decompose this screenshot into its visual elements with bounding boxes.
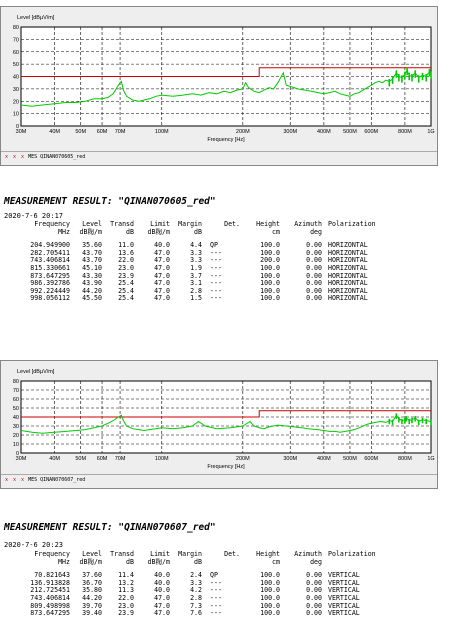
column-header: Det. bbox=[224, 220, 240, 228]
table-cell: 100.0 bbox=[260, 571, 280, 580]
table-cell: 11.3 bbox=[118, 586, 134, 595]
chart-legend-1 bbox=[1, 151, 437, 165]
table-cell: 100.0 bbox=[260, 241, 280, 250]
table-cell: HORIZONTAL bbox=[328, 263, 368, 272]
x-tick-label: 1G bbox=[427, 456, 435, 462]
table-cell: 100.0 bbox=[260, 586, 280, 595]
chart-legend-2 bbox=[1, 474, 437, 489]
x-tick-label: 800M bbox=[398, 456, 412, 462]
column-header: Det. bbox=[224, 550, 240, 558]
x-tick-label: 400M bbox=[316, 129, 331, 135]
column-unit: deg bbox=[310, 227, 322, 236]
table-cell: 35.60 bbox=[82, 241, 102, 250]
column-header: Azimuth bbox=[294, 550, 322, 558]
column-unit: dB bbox=[126, 227, 134, 236]
table-cell: 200.0 bbox=[260, 256, 280, 265]
table-cell: 4.4 bbox=[190, 241, 202, 250]
table-units-row bbox=[2, 229, 398, 237]
table-cell: 39.70 bbox=[82, 601, 102, 610]
table-cell: 70.821643 bbox=[34, 571, 70, 580]
x-tick-label: 600M bbox=[364, 456, 379, 462]
column-unit: MHz bbox=[58, 227, 70, 236]
y-tick-label: 80 bbox=[12, 379, 19, 385]
column-header: Level bbox=[82, 220, 102, 228]
table-cell: 1.5 bbox=[190, 294, 202, 303]
x-tick-label: 70M bbox=[114, 129, 126, 135]
measurement-table-2 bbox=[2, 551, 398, 618]
emission-chart-2 bbox=[1, 361, 439, 476]
y-tick-label: 0 bbox=[15, 451, 19, 457]
legend-label-1: MES QINAN070605_red bbox=[28, 154, 86, 160]
table-cell: 100.0 bbox=[260, 294, 280, 303]
x-tick-label: 60M bbox=[96, 129, 108, 135]
x-tick-label: 300M bbox=[283, 456, 298, 462]
chart-panel-2 bbox=[0, 360, 438, 489]
table-cell: 873.647295 bbox=[30, 271, 70, 280]
column-unit: dB粷/m bbox=[147, 227, 170, 236]
measurement-table-1 bbox=[2, 221, 398, 303]
y-axis-label: Level [dBµV/m] bbox=[17, 15, 55, 21]
table-cell: 11.0 bbox=[118, 241, 134, 250]
table-cell: VERTICAL bbox=[328, 593, 360, 602]
table-cell: 45.10 bbox=[82, 263, 102, 272]
table-cell: 100.0 bbox=[260, 578, 280, 587]
x-tick-label: 50M bbox=[75, 456, 87, 462]
y-tick-label: 40 bbox=[12, 74, 19, 81]
table-cell: 0.00 bbox=[306, 279, 322, 288]
table-cell: 23.9 bbox=[118, 609, 134, 618]
table-cell: --- bbox=[210, 609, 222, 618]
y-tick-label: 10 bbox=[12, 442, 19, 448]
table-cell: 282.705411 bbox=[30, 248, 70, 257]
table-cell: --- bbox=[210, 279, 222, 288]
x-tick-label: 100M bbox=[154, 456, 169, 462]
table-row bbox=[2, 295, 398, 303]
legend-label-2: MES QINAN070607_red bbox=[28, 477, 86, 483]
table-cell: 0.00 bbox=[306, 263, 322, 272]
table-cell: 136.913828 bbox=[30, 578, 70, 587]
column-header: Height bbox=[256, 550, 280, 558]
table-cell: 43.70 bbox=[82, 248, 102, 257]
table-cell: --- bbox=[210, 271, 222, 280]
table-cell: 13.6 bbox=[118, 248, 134, 257]
column-header: Frequency bbox=[34, 550, 70, 558]
x-tick-label: 60M bbox=[96, 456, 108, 462]
x-tick-label: 200M bbox=[235, 129, 250, 135]
column-header: Polarization bbox=[328, 220, 376, 228]
column-unit: cm bbox=[272, 227, 280, 236]
table-cell: 25.4 bbox=[118, 294, 134, 303]
column-header: Frequency bbox=[34, 220, 70, 228]
table-cell: VERTICAL bbox=[328, 571, 360, 580]
table-cell: HORIZONTAL bbox=[328, 279, 368, 288]
table-cell: --- bbox=[210, 593, 222, 602]
column-unit: dB粷/m bbox=[79, 557, 102, 566]
table-cell: 204.949900 bbox=[30, 241, 70, 250]
table-cell: 986.392786 bbox=[30, 279, 70, 288]
table-cell: 0.00 bbox=[306, 271, 322, 280]
x-axis-label: Frequency [Hz] bbox=[207, 137, 245, 143]
column-unit bbox=[202, 229, 240, 237]
table-cell: 0.00 bbox=[306, 294, 322, 303]
y-tick-label: 0 bbox=[15, 124, 19, 130]
column-unit: dB粷/m bbox=[147, 557, 170, 566]
x-tick-label: 1G bbox=[427, 129, 435, 135]
column-unit bbox=[322, 229, 398, 237]
column-unit bbox=[322, 559, 398, 567]
legend-marker-2: x x x bbox=[5, 477, 26, 483]
table-cell: 0.00 bbox=[306, 286, 322, 295]
table-cell: 47.0 bbox=[154, 609, 170, 618]
column-header: Azimuth bbox=[294, 220, 322, 228]
table-row bbox=[2, 610, 398, 618]
table-cell: 47.0 bbox=[154, 263, 170, 272]
x-tick-label: 30M bbox=[15, 456, 27, 462]
column-header: Limit bbox=[150, 550, 170, 558]
column-header: Level bbox=[82, 550, 102, 558]
table-cell: 47.0 bbox=[154, 601, 170, 610]
column-unit: dB bbox=[194, 557, 202, 566]
table-cell: 743.406814 bbox=[30, 593, 70, 602]
column-unit bbox=[202, 559, 240, 567]
table-cell: 23.9 bbox=[118, 271, 134, 280]
table-units-row bbox=[2, 559, 398, 567]
table-cell: 47.0 bbox=[154, 256, 170, 265]
table-cell: QP bbox=[210, 241, 218, 250]
y-tick-label: 10 bbox=[12, 111, 19, 118]
y-tick-label: 40 bbox=[12, 415, 19, 421]
x-tick-label: 300M bbox=[283, 129, 298, 135]
table-cell: 100.0 bbox=[260, 609, 280, 618]
x-tick-label: 40M bbox=[49, 129, 60, 135]
column-header: Transd bbox=[110, 220, 134, 228]
table-cell: --- bbox=[210, 286, 222, 295]
x-tick-label: 400M bbox=[316, 456, 331, 462]
table-cell: HORIZONTAL bbox=[328, 248, 368, 257]
table-cell: 44.20 bbox=[82, 593, 102, 602]
x-tick-label: 50M bbox=[75, 129, 87, 135]
table-cell: 992.224449 bbox=[30, 286, 70, 295]
table-cell: 47.0 bbox=[154, 294, 170, 303]
table-cell: 100.0 bbox=[260, 601, 280, 610]
x-axis-label: Frequency [Hz] bbox=[207, 464, 245, 470]
measurement-title-1: MEASUREMENT RESULT: "QINAN070605_red" bbox=[4, 196, 216, 207]
measurement-title-2: MEASUREMENT RESULT: "QINAN070607_red" bbox=[4, 522, 216, 533]
legend-marker-1: x x x bbox=[5, 154, 26, 160]
column-unit: dB bbox=[126, 557, 134, 566]
column-header: Margin bbox=[178, 220, 202, 228]
table-cell: 35.80 bbox=[82, 586, 102, 595]
table-cell: VERTICAL bbox=[328, 601, 360, 610]
table-cell: 2.4 bbox=[190, 571, 202, 580]
table-cell: QP bbox=[210, 571, 218, 580]
column-header: Transd bbox=[110, 550, 134, 558]
table-cell: 1.9 bbox=[190, 263, 202, 272]
chart-panel-1 bbox=[0, 6, 438, 166]
table-cell: 3.3 bbox=[190, 256, 202, 265]
table-cell: 13.2 bbox=[118, 578, 134, 587]
y-tick-label: 60 bbox=[12, 49, 19, 56]
x-tick-label: 30M bbox=[15, 129, 27, 135]
table-cell: HORIZONTAL bbox=[328, 294, 368, 303]
table-cell: 0.00 bbox=[306, 256, 322, 265]
table-cell: 0.00 bbox=[306, 248, 322, 257]
table-cell: 100.0 bbox=[260, 286, 280, 295]
table-cell: 998.056112 bbox=[30, 294, 70, 303]
table-cell: 39.40 bbox=[82, 609, 102, 618]
table-cell: 100.0 bbox=[260, 248, 280, 257]
table-cell: 809.498998 bbox=[30, 601, 70, 610]
table-cell: 815.330661 bbox=[30, 263, 70, 272]
table-cell: 873.647295 bbox=[30, 609, 70, 618]
table-cell: HORIZONTAL bbox=[328, 271, 368, 280]
column-unit: MHz bbox=[58, 557, 70, 566]
table-cell: 4.2 bbox=[190, 586, 202, 595]
table-cell: 43.90 bbox=[82, 279, 102, 288]
x-tick-label: 500M bbox=[343, 129, 357, 135]
y-tick-label: 20 bbox=[12, 433, 19, 439]
y-tick-label: 50 bbox=[12, 406, 19, 412]
table-cell: 0.00 bbox=[306, 593, 322, 602]
y-tick-label: 70 bbox=[12, 388, 19, 394]
table-cell: 100.0 bbox=[260, 271, 280, 280]
table-cell: 47.0 bbox=[154, 271, 170, 280]
x-tick-label: 500M bbox=[343, 456, 357, 462]
y-tick-label: 60 bbox=[12, 397, 19, 403]
column-header: Height bbox=[256, 220, 280, 228]
table-cell: 0.00 bbox=[306, 601, 322, 610]
table-cell: VERTICAL bbox=[328, 586, 360, 595]
table-cell: 23.0 bbox=[118, 601, 134, 610]
table-cell: 23.0 bbox=[118, 263, 134, 272]
table-cell: --- bbox=[210, 586, 222, 595]
column-unit: cm bbox=[272, 557, 280, 566]
y-tick-label: 30 bbox=[12, 424, 19, 430]
column-header: Limit bbox=[150, 220, 170, 228]
table-cell: 2.8 bbox=[190, 286, 202, 295]
y-tick-label: 50 bbox=[12, 62, 19, 69]
table-cell: 100.0 bbox=[260, 263, 280, 272]
table-cell: HORIZONTAL bbox=[328, 286, 368, 295]
x-tick-label: 200M bbox=[235, 456, 250, 462]
table-cell: 3.3 bbox=[190, 248, 202, 257]
y-tick-label: 20 bbox=[12, 99, 19, 106]
table-cell: 100.0 bbox=[260, 593, 280, 602]
table-cell: 0.00 bbox=[306, 609, 322, 618]
table-cell: 25.4 bbox=[118, 286, 134, 295]
table-cell: 212.725451 bbox=[30, 586, 70, 595]
table-cell: 0.00 bbox=[306, 571, 322, 580]
table-cell: 43.30 bbox=[82, 271, 102, 280]
measurement-datetime-2: 2020-7-6 20:23 bbox=[4, 541, 64, 549]
x-tick-label: 70M bbox=[114, 456, 126, 462]
table-cell: 47.0 bbox=[154, 286, 170, 295]
table-cell: 0.00 bbox=[306, 586, 322, 595]
table-cell: 40.0 bbox=[154, 578, 170, 587]
table-cell: 3.1 bbox=[190, 279, 202, 288]
column-unit: deg bbox=[310, 557, 322, 566]
y-tick-label: 70 bbox=[12, 37, 19, 44]
table-cell: 2.8 bbox=[190, 593, 202, 602]
table-cell: HORIZONTAL bbox=[328, 256, 368, 265]
table-cell: --- bbox=[210, 263, 222, 272]
table-cell: 45.50 bbox=[82, 294, 102, 303]
column-header: Margin bbox=[178, 550, 202, 558]
table-cell: --- bbox=[210, 256, 222, 265]
table-cell: 3.3 bbox=[190, 578, 202, 587]
table-cell: 100.0 bbox=[260, 279, 280, 288]
table-cell: 47.0 bbox=[154, 248, 170, 257]
table-cell: 36.70 bbox=[82, 578, 102, 587]
table-cell: 47.0 bbox=[154, 593, 170, 602]
y-axis-label: Level [dBµV/m] bbox=[17, 369, 55, 375]
table-cell: 40.0 bbox=[154, 571, 170, 580]
table-cell: 43.70 bbox=[82, 256, 102, 265]
emission-chart-1 bbox=[1, 7, 439, 153]
table-cell: --- bbox=[210, 578, 222, 587]
table-cell: 22.0 bbox=[118, 593, 134, 602]
column-unit: dB bbox=[194, 227, 202, 236]
table-cell: 40.0 bbox=[154, 241, 170, 250]
table-cell: VERTICAL bbox=[328, 578, 360, 587]
table-cell: --- bbox=[210, 294, 222, 303]
table-cell: 7.6 bbox=[190, 609, 202, 618]
table-cell: 25.4 bbox=[118, 279, 134, 288]
column-header: Polarization bbox=[328, 550, 376, 558]
x-tick-label: 40M bbox=[49, 456, 60, 462]
table-cell: 0.00 bbox=[306, 241, 322, 250]
y-tick-label: 80 bbox=[12, 25, 19, 31]
x-tick-label: 800M bbox=[398, 129, 412, 135]
table-cell: --- bbox=[210, 248, 222, 257]
measurement-datetime-1: 2020-7-6 20:17 bbox=[4, 212, 64, 220]
table-cell: 743.406814 bbox=[30, 256, 70, 265]
table-cell: HORIZONTAL bbox=[328, 241, 368, 250]
table-cell: VERTICAL bbox=[328, 609, 360, 618]
table-cell: 40.0 bbox=[154, 586, 170, 595]
x-tick-label: 100M bbox=[154, 129, 169, 135]
table-cell: 3.7 bbox=[190, 271, 202, 280]
table-cell: 37.60 bbox=[82, 571, 102, 580]
table-cell: 0.00 bbox=[306, 578, 322, 587]
table-cell: --- bbox=[210, 601, 222, 610]
table-cell: 47.0 bbox=[154, 279, 170, 288]
table-cell: 7.3 bbox=[190, 601, 202, 610]
y-tick-label: 30 bbox=[12, 86, 19, 93]
table-cell: 22.0 bbox=[118, 256, 134, 265]
column-unit: dB粷/m bbox=[79, 227, 102, 236]
table-cell: 44.20 bbox=[82, 286, 102, 295]
x-tick-label: 600M bbox=[364, 129, 379, 135]
table-cell: 11.4 bbox=[118, 571, 134, 580]
